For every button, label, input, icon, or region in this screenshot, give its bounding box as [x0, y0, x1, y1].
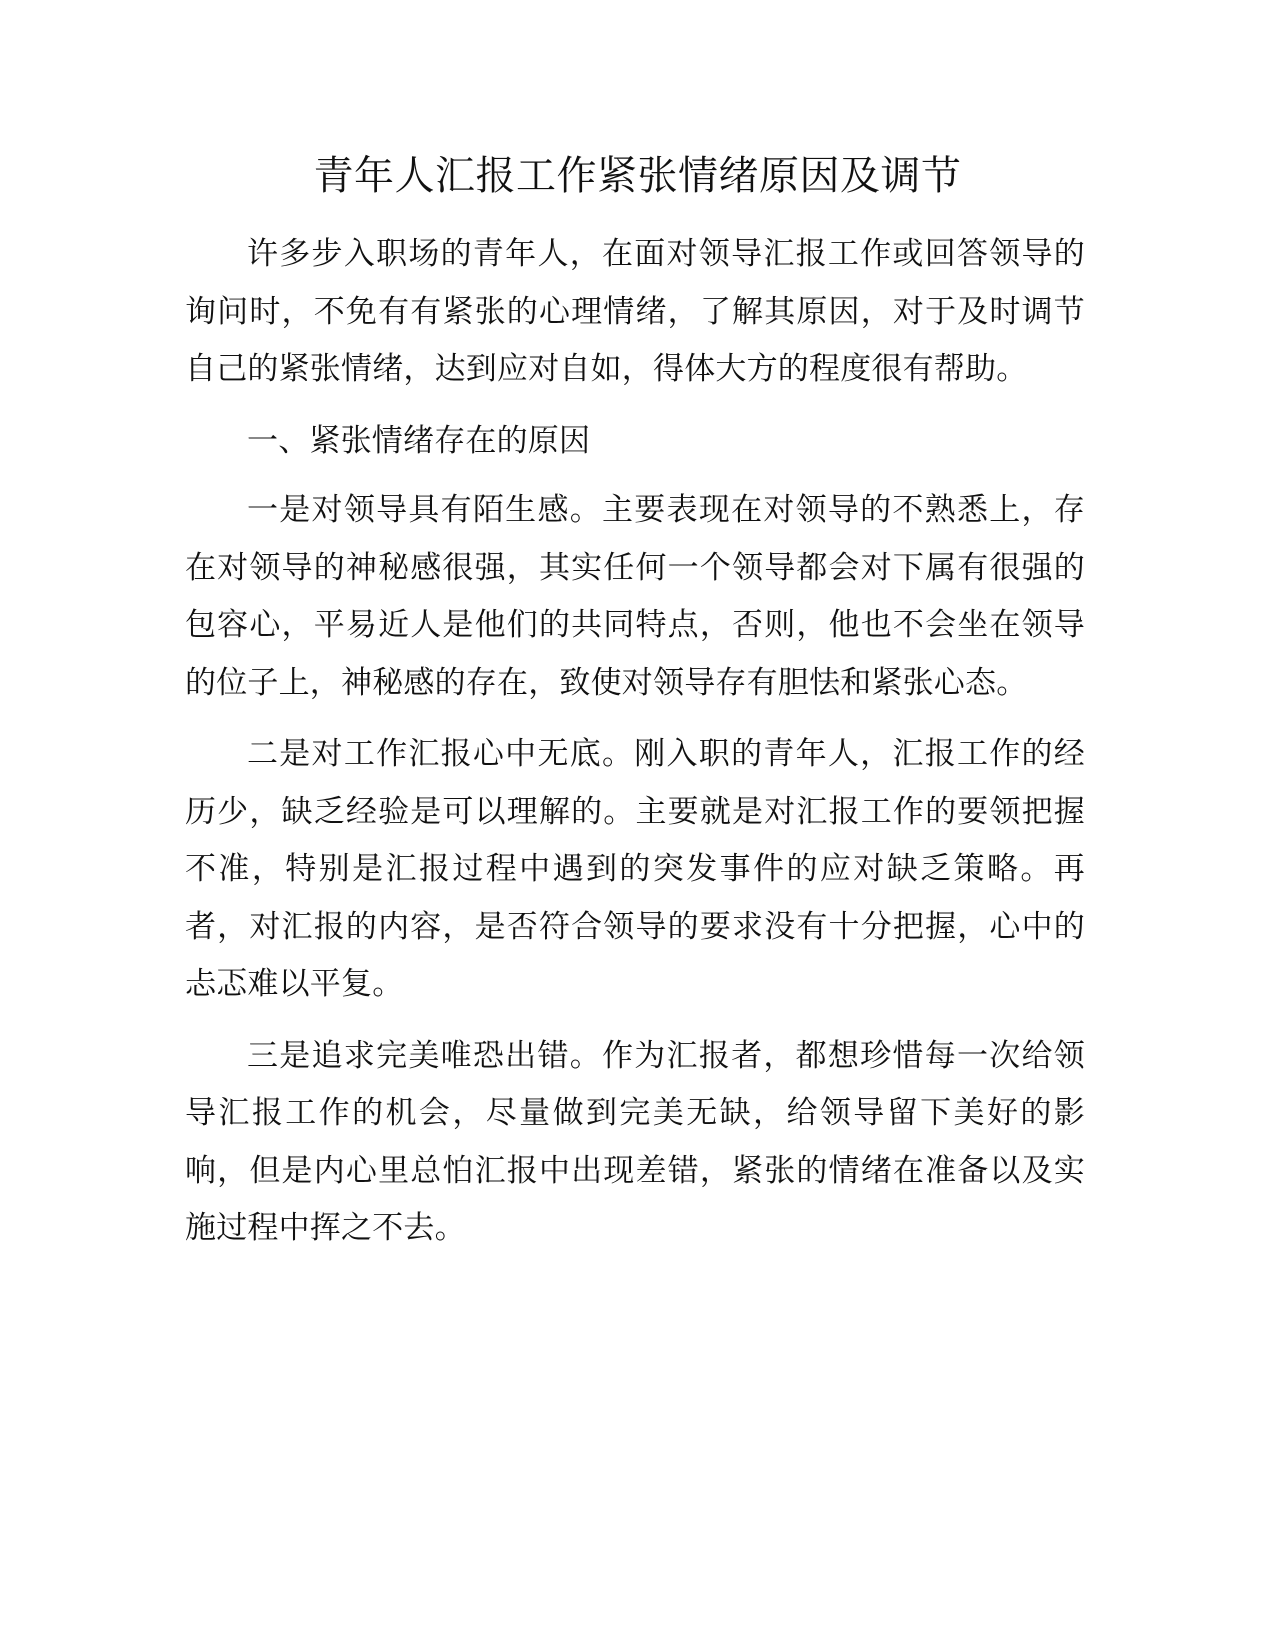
paragraph-reason-2: 二是对工作汇报心中无底。刚入职的青年人，汇报工作的经历少，缺乏经验是可以理解的。主要就是对汇报工作的要领把握不准，特别是汇报过程中遇到的突发事件的应对缺乏策略。再者，对汇报的内容，是否符合领导的要求没有十分把握，心中的忐忑难以平复。	[185, 736, 1085, 1002]
paragraph-intro: 许多步入职场的青年人，在面对领导汇报工作或回答领导的询问时，不免有有紧张的心理情绪，了解其原因，对于及时调节自己的紧张情绪，达到应对自如，得体大方的程度很有帮助。	[185, 236, 1085, 387]
paragraph-reason-3: 三是追求完美唯恐出错。作为汇报者，都想珍惜每一次给领导汇报工作的机会，尽量做到完美无缺，给领导留下美好的影响，但是内心里总怕汇报中出现差错，紧张的情绪在准备以及实施过程中挥之不去。	[185, 1037, 1085, 1246]
paragraph-reason-1: 一是对领导具有陌生感。主要表现在对领导的不熟悉上，存在对领导的神秘感很强，其实任何一个领导都会对下属有很强的包容心，平易近人是他们的共同特点，否则，他也不会坐在领导的位子上，神秘感的存在，致使对领导存有胆怯和紧张心态。	[185, 492, 1085, 701]
section-heading: 一、紧张情绪存在的原因	[247, 422, 591, 459]
document-body	[185, 226, 1085, 1272]
document-title: 青年人汇报工作紧张情绪原因及调节	[313, 153, 962, 199]
